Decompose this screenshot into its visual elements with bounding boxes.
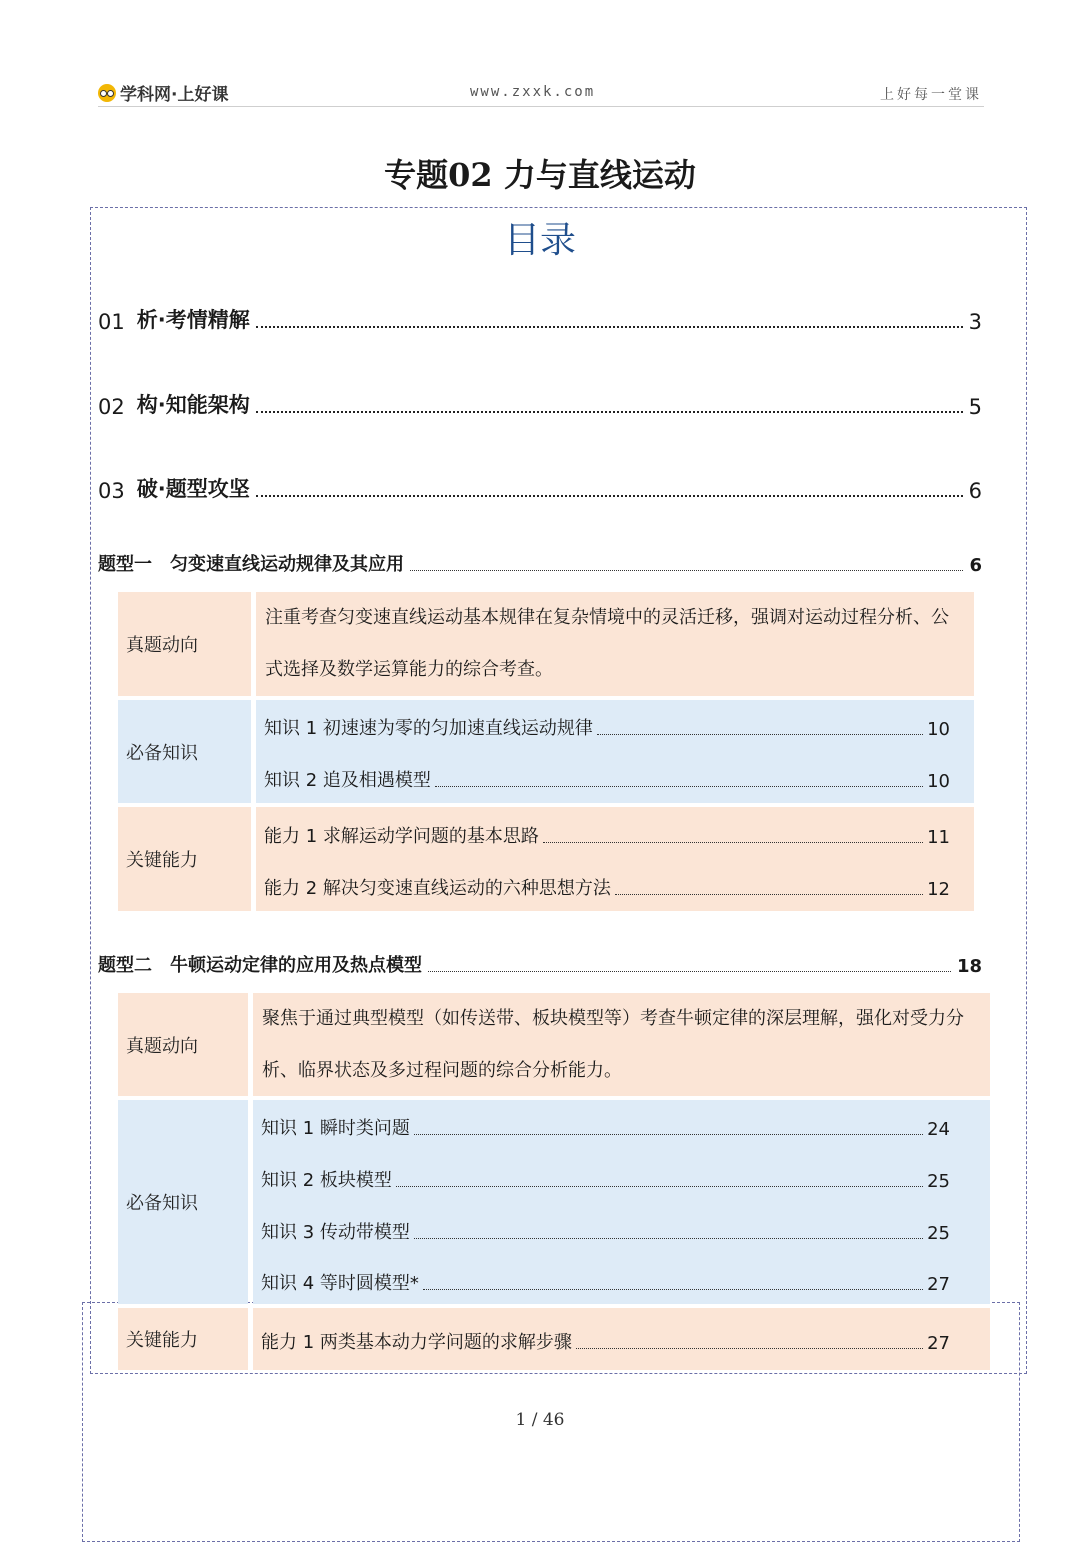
category-content [256,592,974,696]
ability-item[interactable] [264,874,950,900]
type-entry[interactable] [98,951,982,977]
type-entry[interactable] [98,550,982,576]
ability-item[interactable] [264,822,950,848]
trend-row [118,993,990,1096]
toc-entry-label: 破·题型攻坚 [136,477,250,501]
knowledge-item[interactable] [264,714,950,740]
category-content [253,1100,990,1304]
ability-item[interactable] [261,1328,950,1354]
item-label: 知识 1 瞬时类问题 [261,1118,410,1139]
owl-icon [98,84,116,102]
item-page: 12 [927,879,950,900]
leader-dots [597,734,923,735]
toc-entry-page: 5 [968,395,982,419]
toc-entry-number: 01 [98,310,125,334]
type-page: 18 [956,956,982,977]
type-tag: 题型一 [98,554,152,575]
leader-dots [615,894,923,895]
knowledge-item[interactable] [261,1114,950,1140]
knowledge-item[interactable] [261,1218,950,1244]
trend-text: 聚焦于通过典型模型（如传送带、板块模型等）考查牛顿定律的深层理解，强化对受力分析、临界状态及多过程问题的综合分析能力。 [262,1008,964,1081]
item-label: 知识 2 追及相遇模型 [264,770,431,791]
page-header [98,80,984,107]
leader-dots [396,1186,923,1187]
category-content [253,1308,990,1370]
type-tag: 题型二 [98,955,152,976]
leader-dots [543,842,923,843]
toc-entry[interactable] [98,389,982,419]
leader-dots [256,411,963,413]
category-content [256,807,974,911]
toc-entry-page: 3 [968,310,982,334]
leader-dots [435,786,923,787]
leader-dots [414,1238,923,1239]
toc-entry-number: 03 [98,479,125,503]
knowledge-item[interactable] [264,766,950,792]
page-title: 专题02 力与直线运动 [384,156,696,194]
item-label: 能力 2 解决匀变速直线运动的六种思想方法 [264,878,611,899]
item-page: 27 [927,1274,950,1295]
item-page: 24 [927,1119,950,1140]
category-label: 必备知识 [118,1100,248,1304]
knowledge-row [118,1100,990,1304]
item-label: 能力 1 两类基本动力学问题的求解步骤 [261,1332,572,1353]
category-label: 关键能力 [118,1308,248,1370]
knowledge-row [118,700,974,803]
site-logo[interactable] [98,80,228,105]
ability-row [118,1308,990,1370]
logo-text: 学科网·上好课 [120,85,229,105]
toc-entry-page: 6 [968,479,982,503]
item-label: 能力 1 求解运动学问题的基本思路 [264,826,539,847]
category-label: 必备知识 [118,700,251,803]
item-label: 知识 4 等时圆模型* [261,1273,419,1294]
toc-heading: 目录 [503,220,576,261]
item-page: 25 [927,1223,950,1244]
type-name: 匀变速直线运动规律及其应用 [170,554,404,575]
item-label: 知识 2 板块模型 [261,1170,392,1191]
toc-entry[interactable] [98,304,982,334]
leader-dots [410,570,963,571]
category-label: 关键能力 [118,807,251,911]
category-label: 真题动向 [118,993,248,1096]
leader-dots [414,1134,923,1135]
item-page: 25 [927,1171,950,1192]
item-page: 11 [927,827,950,848]
knowledge-item[interactable] [261,1166,950,1192]
item-page: 27 [927,1333,950,1354]
toc-entry-label: 构·知能架构 [136,393,250,417]
leader-dots [576,1348,923,1349]
site-url[interactable]: www.zxxk.com [470,84,596,100]
leader-dots [256,495,963,497]
leader-dots [423,1289,923,1290]
category-content [253,993,990,1096]
category-label: 真题动向 [118,592,251,696]
item-label: 知识 3 传动带模型 [261,1222,410,1243]
trend-row [118,592,974,696]
toc-entry-number: 02 [98,395,125,419]
page-number: 1 / 46 [515,1410,565,1430]
slogan: 上好每一堂课 [880,87,982,103]
knowledge-item[interactable] [261,1269,950,1295]
leader-dots [256,326,963,328]
leader-dots [428,971,951,972]
item-label: 知识 1 初速速为零的匀加速直线运动规律 [264,718,593,739]
type-page: 6 [969,555,982,576]
ability-row [118,807,974,911]
category-content [256,700,974,803]
trend-text: 注重考查匀变速直线运动基本规律在复杂情境中的灵活迁移，强调对运动过程分析、公式选择及数学运算能力的综合考查。 [265,607,949,680]
toc-entry-label: 析·考情精解 [136,308,250,332]
item-page: 10 [927,771,950,792]
type-name: 牛顿运动定律的应用及热点模型 [170,955,422,976]
toc-entry[interactable] [98,473,982,503]
item-page: 10 [927,719,950,740]
